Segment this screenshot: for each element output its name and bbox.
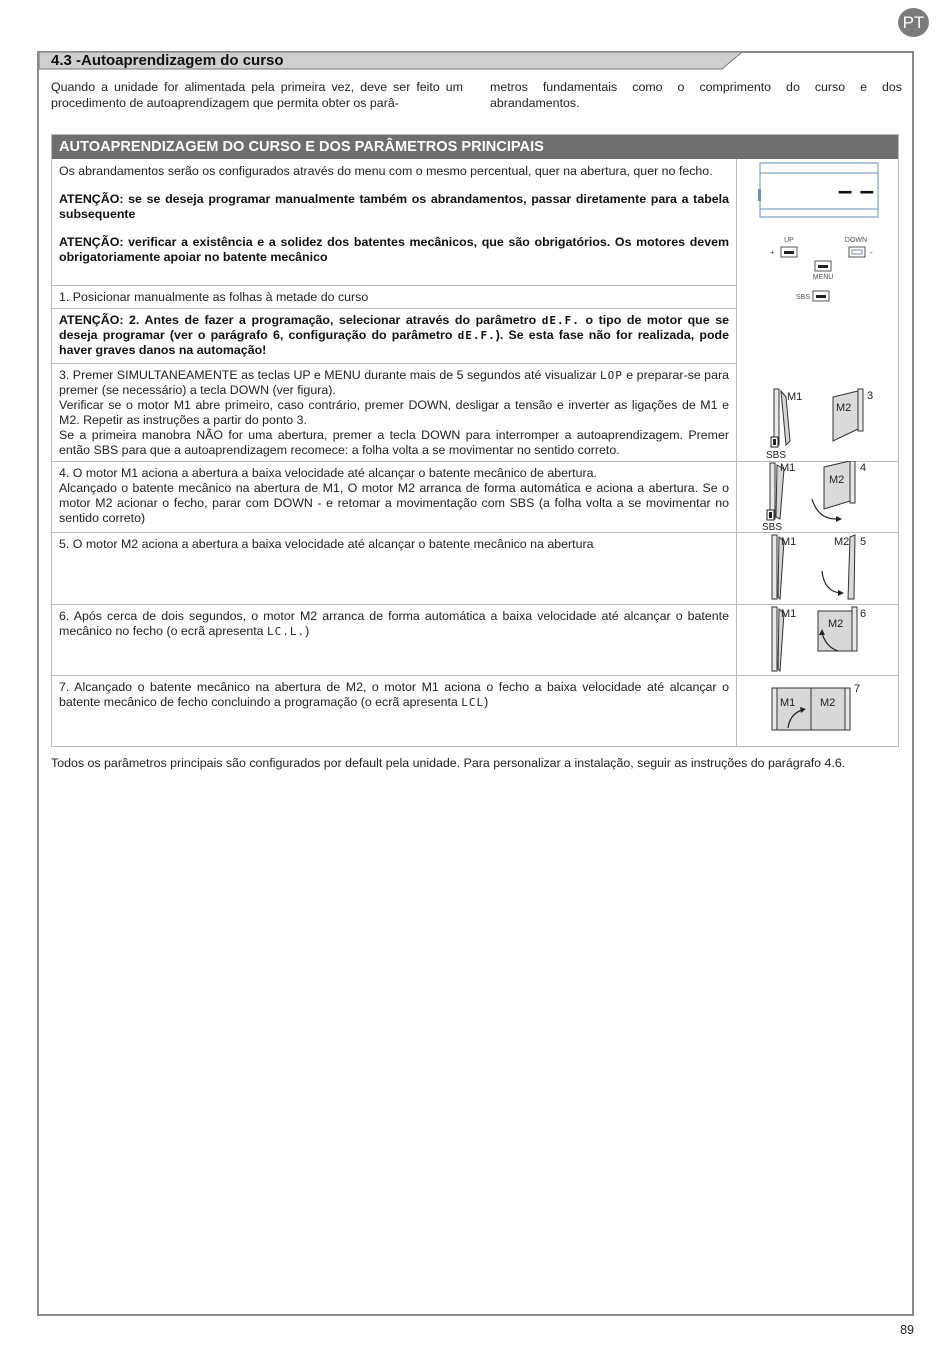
sbs-label: SBS xyxy=(796,294,811,301)
intro-column-2: metros fundamentais como o comprimento do curso e dos abrandamentos. xyxy=(490,80,902,110)
row7-part1: 6. Após cerca de dois segundos, o motor M2 arranca de forma automática a baixa velocidade até alcançar o batente mecânico no fecho (o ecrã apresenta xyxy=(59,609,729,638)
m2-label: M2 xyxy=(828,618,844,630)
step-number: 4 xyxy=(860,462,867,474)
footnote: Todos os parâmetros principais são configurados por default pela unidade. Para personalizar a instalação, seguir as instruções do parágrafo 4.6. xyxy=(51,756,846,770)
m1-label: M1 xyxy=(781,608,797,620)
m1-label: M1 xyxy=(780,697,796,709)
sbs-label: SBS xyxy=(766,450,787,461)
m2-label: M2 xyxy=(834,536,850,548)
gate-post-right xyxy=(852,607,857,651)
row4-code: LOP xyxy=(599,369,623,382)
page-number: 89 xyxy=(900,1323,914,1337)
row3-code-2: dE.F. xyxy=(457,329,496,342)
motion-arrow xyxy=(822,571,840,593)
table-row xyxy=(59,537,729,552)
row5-line2: Alcançado o batente mecânico na abertura de M1, O motor M2 arranca de forma automática e aciona a abertura. Se o motor M2 acionar o fecho, parar com DOWN - e retomar a movimentação com SBS (a folha volta a se movimentar no sentido correto) xyxy=(59,481,729,525)
sbs-key-fill xyxy=(773,439,776,445)
section-header xyxy=(39,52,742,69)
row4-part2: e preparar-se para premer (se necessário) a tecla DOWN (ver figura). xyxy=(59,368,729,397)
procedure-table xyxy=(51,134,899,747)
m2-label: M2 xyxy=(829,474,845,486)
language-badge: PT xyxy=(898,8,929,37)
row8-part2: ) xyxy=(484,695,489,709)
row1-warning-2: ATENÇÃO: verificar a existência e a solidez dos batentes mecânicos, que são obrigatórios. Os motores devem obrigatoriamente apoiar no batente mecânico xyxy=(59,235,729,264)
table-row xyxy=(59,466,729,526)
control-panel-figure xyxy=(738,161,898,309)
display-connector xyxy=(758,189,761,201)
row4-part1: 3. Premer SIMULTANEAMENTE as teclas UP e MENU durante mais de 5 segundos até visualizar xyxy=(59,368,600,382)
sbs-key-fill xyxy=(769,512,772,518)
arrow-head xyxy=(838,590,844,596)
m2-label: M2 xyxy=(836,402,852,414)
leaf-m2 xyxy=(811,688,845,730)
row2-text: 1. Posicionar manualmente as folhas à metade do curso xyxy=(59,290,369,304)
table-row xyxy=(59,368,729,458)
sbs-button-fill xyxy=(816,295,826,298)
leaf-m2 xyxy=(833,391,858,441)
m1-label: M1 xyxy=(780,462,796,474)
gate-post-right xyxy=(850,461,855,503)
down-button[interactable] xyxy=(849,247,865,257)
gate-figure-step-7 xyxy=(738,676,898,746)
row6-text: 5. O motor M2 aciona a abertura a baixa velocidade até alcançar o batente mecânico na abertura xyxy=(59,537,594,551)
up-button-fill xyxy=(784,251,794,254)
down-label: DOWN xyxy=(844,237,868,244)
gate-post-left xyxy=(772,688,777,730)
m2-label: M2 xyxy=(820,697,836,709)
row4-line1 xyxy=(59,368,729,398)
m1-label: M1 xyxy=(781,536,797,548)
row3-code-1: dE.F. xyxy=(541,314,580,327)
table-row xyxy=(59,609,729,639)
row3-part1: ATENÇÃO: 2. Antes de fazer a programação, selecionar através do parâmetro xyxy=(59,313,542,327)
row5-line1: 4. O motor M1 aciona a abertura a baixa velocidade até alcançar o batente mecânico de abertura. xyxy=(59,466,597,480)
step-number: 6 xyxy=(860,608,867,620)
section-number: 4.3 - xyxy=(51,52,82,69)
row8-part1: 7. Alcançado o batente mecânico na abertura de M2, o motor M1 aciona o fecho a baixa velocidade até alcançar o batente mecânico de fecho concluindo a programação (o ecrã apresenta xyxy=(59,680,729,709)
column-divider xyxy=(736,159,737,747)
gate-figure-step-3 xyxy=(738,385,898,461)
row4-line2: Verificar se o motor M1 abre primeiro, caso contrário, premer DOWN, desligar a tensão e inverter as ligações de M1 e M2. Repetir as instruções a partir do ponto 3. xyxy=(59,398,729,427)
row7-part2: ) xyxy=(305,624,310,638)
gate-figure-step-5 xyxy=(738,533,898,605)
intro-column-1: Quando a unidade for alimentada pela primeira vez, deve ser feito um procedimento de autoaprendizagem que permita obter os parâ- xyxy=(51,80,463,110)
row-divider xyxy=(52,285,736,286)
row1-text: Os abrandamentos serão os configurados através do menu com o mesmo percentual, quer na abertura, quer no fecho. xyxy=(59,164,713,178)
row3-part3: ). Se esta fase não for realizada, pode haver graves danos na automação! xyxy=(59,328,729,357)
step-number: 7 xyxy=(854,683,861,695)
leaf-m2 xyxy=(818,611,852,651)
minus-label: - xyxy=(870,248,873,257)
gate-post-left xyxy=(772,607,777,671)
table-header: AUTOAPRENDIZAGEM DO CURSO E DOS PARÂMETROS PRINCIPAIS xyxy=(52,135,898,159)
row-divider xyxy=(52,308,736,309)
section-title xyxy=(51,52,284,69)
row7-code: LC.L. xyxy=(267,625,306,638)
row3-part2: o tipo de motor que se deseja programar (ver o parágrafo 6, configuração do parâmetro xyxy=(59,313,729,342)
row1-warning-1: ATENÇÃO: se se deseja programar manualmente também os abrandamentos, passar diretamente para a tabela subsequente xyxy=(59,192,729,221)
m1-label: M1 xyxy=(787,391,803,403)
menu-label: MENU xyxy=(812,274,834,281)
row8-text xyxy=(59,680,729,710)
arrow-head xyxy=(836,516,842,522)
gate-post-right xyxy=(858,389,863,431)
plus-label: + xyxy=(770,248,775,257)
step-number: 3 xyxy=(867,390,874,402)
table-row xyxy=(59,290,729,305)
section-title-text: Autoaprendizagem do curso xyxy=(81,52,284,69)
sbs-label: SBS xyxy=(762,522,783,533)
row7-text xyxy=(59,609,729,639)
up-label: UP xyxy=(784,237,794,244)
table-row xyxy=(59,164,729,265)
table-row xyxy=(59,313,729,358)
row8-code: LCL xyxy=(461,696,485,709)
row3-text xyxy=(59,313,729,358)
row-divider xyxy=(52,363,736,364)
table-row xyxy=(59,680,729,710)
step-number: 5 xyxy=(860,536,867,548)
row4-line3: Se a primeira manobra NÃO for uma abertura, premer a tecla DOWN para interromper a autoaprendizagem. Premer então SBS para que a autoaprendizagem recomece: a folha volta a se movimentar no sentido correto. xyxy=(59,428,729,457)
display-readout: – – xyxy=(837,175,875,205)
gate-figure-step-4 xyxy=(738,461,898,533)
gate-post-left xyxy=(772,535,777,599)
gate-post-right xyxy=(845,688,850,730)
gate-figure-step-6 xyxy=(738,605,898,675)
menu-button-fill xyxy=(818,265,828,268)
